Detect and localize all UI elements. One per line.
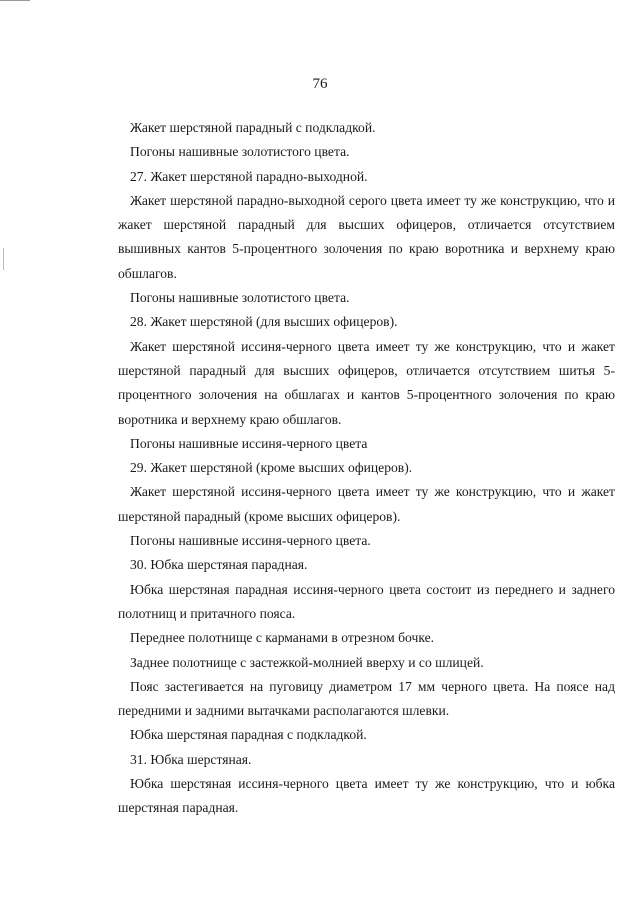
paragraph: Погоны нашивные иссиня-черного цвета xyxy=(130,435,368,451)
paragraph: Пояс застегивается на пуговицу диаметром 17 мм черного цвета. На поясе над передними и задними вытачками располагаются шлевки. xyxy=(118,678,615,719)
paragraph: Погоны нашивные иссиня-черного цвета. xyxy=(130,533,371,549)
paragraph: Юбка шерстяная парадная иссиня-черного цвета состоит из переднего и заднего полотнищ и притачного пояса. xyxy=(118,581,615,621)
paragraph: Погоны нашивные золотистого цвета. xyxy=(130,144,350,160)
section-heading: 29. Жакет шерстяной (кроме высших офицеров). xyxy=(130,460,413,476)
paragraph: Жакет шерстяной парадно-выходной серого цвета имеет ту же конструкцию, что и жакет шерстяной парадный для высших офицеров, отличается отсутствием вышивных кантов 5-процентного золочения по краю воротника и верхнему краю обшлагов. xyxy=(118,192,615,281)
paragraph: Жакет шерстяной иссиня-черного цвета имеет ту же конструкцию, что и жакет шерстяной парадный (кроме высших офицеров). xyxy=(118,484,615,524)
paragraph: Погоны нашивные золотистого цвета. xyxy=(130,290,350,306)
section-heading: 31. Юбка шерстяная. xyxy=(130,751,252,767)
document-body xyxy=(118,116,615,821)
section-heading: 27. Жакет шерстяной парадно-выходной. xyxy=(130,168,368,184)
paragraph: Заднее полотнище с застежкой-молнией вверху и со шлицей. xyxy=(130,654,484,670)
paragraph: Переднее полотнище с карманами в отрезном бочке. xyxy=(130,630,435,646)
section-heading: 28. Жакет шерстяной (для высших офицеров). xyxy=(130,314,398,330)
paragraph: Жакет шерстяной парадный с подкладкой. xyxy=(130,120,376,135)
section-heading: 30. Юбка шерстяная парадная. xyxy=(130,557,308,573)
page-number: 76 xyxy=(312,76,328,92)
paragraph: Юбка шерстяная иссиня-черного цвета имеет ту же конструкцию, что и юбка шерстяная парадная. xyxy=(118,776,615,816)
paragraph: Юбка шерстяная парадная с подкладкой. xyxy=(130,727,367,743)
paragraph: Жакет шерстяной иссиня-черного цвета имеет ту же конструкцию, что и жакет шерстяной парадный для высших офицеров, отличается отсутствием шитья 5-процентного золочения на обшлагах и кантов 5-процентного золочения по краю воротника и верхнему краю обшлагов. xyxy=(118,338,615,427)
scan-corner-mark xyxy=(0,0,30,3)
scan-edge-mark xyxy=(3,248,4,270)
